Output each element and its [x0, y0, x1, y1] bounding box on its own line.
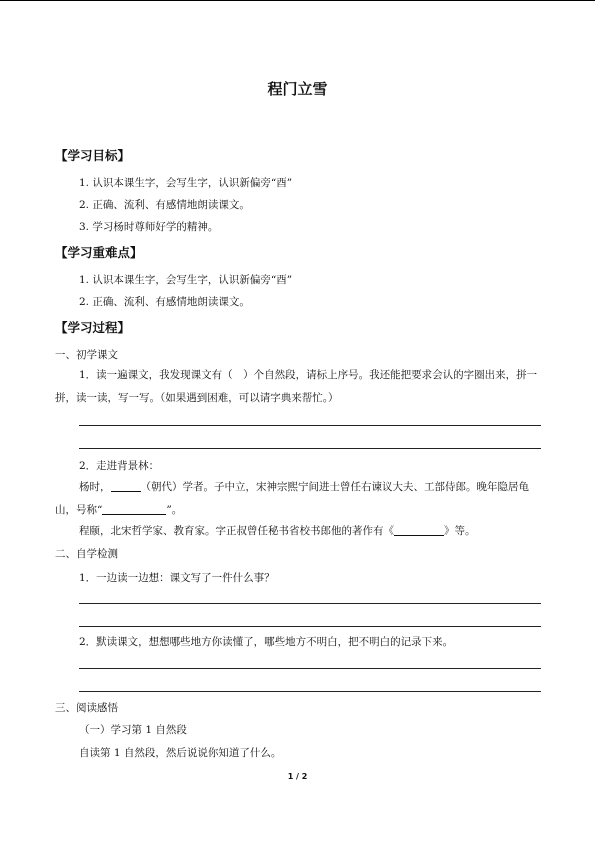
dynasty-blank[interactable] [111, 479, 141, 492]
answer-line[interactable] [79, 626, 541, 627]
answer-line[interactable] [79, 448, 541, 449]
answer-line[interactable] [79, 691, 541, 692]
keypoints-item-2: 2. 正确、流利、有感情地朗读课文。 [79, 296, 250, 308]
title-blank[interactable] [102, 502, 166, 515]
process-heading: 【学习过程】 [55, 320, 131, 335]
section3-title: 三、阅读感悟 [55, 702, 118, 714]
section1-question-2: 2．走进背景林： [79, 460, 160, 472]
header-rule [0, 0, 595, 1]
cheng-yi-text-a: 程颐，北宋哲学家、教育家。字正叔曾任秘书省校书郎他的著作有《 [79, 525, 394, 537]
yang-shi-text-c: ”。 [166, 504, 183, 516]
keypoints-item-1: 1. 认识本课生字，会写生字，认识新偏旁“酉” [79, 274, 293, 286]
section3-text: 自读第 1 自然段，然后说说你知道了什么。 [79, 747, 282, 759]
goals-item-3: 3. 学习杨时尊师好学的精神。 [79, 221, 219, 233]
section1-question-1: 1．读一遍课文，我发现课文有（ ）个自然段，请标上序号。我还能把要求会认的字圈出来，拼一拼，读一读，写一写。（如果遇到困难，可以请字典来帮忙。） [55, 369, 538, 404]
cheng-yi-text-b: 》等。 [444, 525, 476, 537]
book-blank[interactable] [394, 523, 444, 536]
page-number: 1 / 2 [287, 772, 308, 781]
cheng-yi-paragraph [55, 520, 543, 543]
answer-line[interactable] [79, 425, 541, 426]
goals-item-1: 1. 认识本课生字，会写生字，认识新偏旁“酉” [79, 177, 293, 189]
yang-shi-text-a: 杨时， [79, 481, 111, 493]
goals-item-2: 2. 正确、流利、有感情地朗读课文。 [79, 199, 250, 211]
section1-title: 一、初学课文 [55, 349, 118, 361]
section2-question-2: 2．默读课文，想想哪些地方你读懂了，哪些地方不明白，把不明白的记录下来。 [79, 636, 454, 648]
goals-heading: 【学习目标】 [55, 148, 131, 163]
section2-title: 二、自学检测 [55, 548, 118, 560]
answer-line[interactable] [79, 603, 541, 604]
section2-question-1: 1．一边读一边想：课文写了一件什么事？ [79, 572, 275, 584]
page-title: 程门立雪 [267, 80, 328, 98]
keypoints-heading: 【学习重难点】 [55, 245, 143, 260]
section3-subtitle: （一）学习第 1 自然段 [79, 724, 187, 736]
yang-shi-paragraph [55, 476, 543, 522]
yang-shi-text-b: （朝代）学者。子中立，宋神宗熙宁间进士曾任右谏议大夫、工部侍郎。晚年隐居龟山，号称“ [55, 481, 529, 516]
answer-line[interactable] [79, 668, 541, 669]
